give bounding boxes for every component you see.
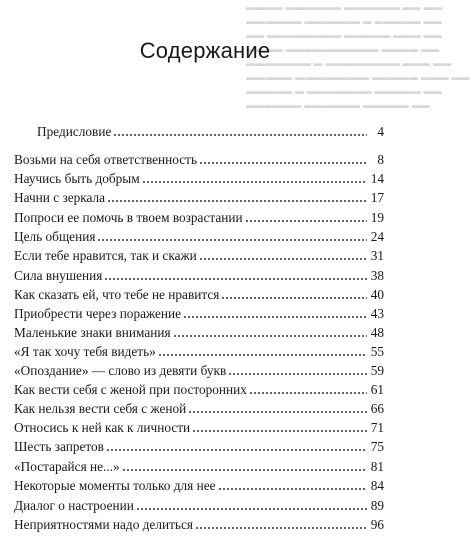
toc-entry-title: Относись к ней как к личности [14, 420, 191, 435]
toc-entry-title: Цель общения [14, 229, 96, 244]
toc-entry [14, 186, 384, 206]
toc-entry-title: Некоторые моменты только для нее [14, 478, 216, 493]
toc-entry [14, 416, 384, 436]
toc-entry-title: Если тебе нравится, так и скажи [14, 248, 197, 263]
toc-entry [14, 244, 384, 264]
toc-entry-page-number: 8 [377, 152, 384, 167]
toc-leader-dots [142, 174, 367, 184]
toc-entry-page-number: 66 [370, 401, 384, 416]
toc-leader-dots [188, 404, 367, 414]
toc-entry [14, 513, 384, 533]
toc-entry-page-number: 19 [370, 210, 384, 225]
toc-entry-page-number: 43 [370, 306, 384, 321]
toc-leader-dots [113, 127, 367, 137]
toc-entry [14, 340, 384, 360]
toc-entry [14, 302, 384, 322]
toc-entry [14, 494, 384, 514]
toc-entry-title: Сила внушения [14, 268, 103, 283]
toc-entry-title: Как нельзя вести себя с женой [14, 401, 187, 416]
toc-entry [14, 148, 384, 168]
toc-entry-page-number: 31 [370, 248, 384, 263]
toc-entry-page-number: 89 [370, 498, 384, 513]
toc-entry-title: Как сказать ей, что тебе не нравится [14, 287, 220, 302]
toc-entry-title: Шесть запретов [14, 439, 104, 454]
toc-entry [14, 435, 384, 455]
toc-entry-page-number: 61 [370, 382, 384, 397]
toc-leader-dots [218, 481, 368, 491]
toc-leader-dots [199, 155, 367, 165]
toc-entry [14, 283, 384, 303]
toc-entry-page-number: 48 [370, 325, 384, 340]
toc-entry [14, 321, 384, 341]
toc-leader-dots [192, 423, 367, 433]
toc-leader-dots [183, 309, 367, 319]
toc-entry [37, 120, 384, 140]
toc-leader-dots [136, 501, 367, 511]
toc-entry [14, 474, 384, 494]
toc-entry [14, 225, 384, 245]
toc-leader-dots [173, 328, 367, 338]
toc-entry-page-number: 96 [370, 517, 384, 532]
toc-leader-dots [249, 385, 367, 395]
toc-entry [14, 455, 384, 475]
toc-leader-dots [245, 213, 367, 223]
toc-leader-dots [122, 462, 367, 472]
toc-leader-dots [104, 271, 367, 281]
toc-entry [14, 264, 384, 284]
toc-entry-page-number: 40 [370, 287, 384, 302]
toc-leader-dots [158, 347, 367, 357]
toc-entry-page-number: 71 [370, 420, 384, 435]
toc-entry-title: Возьми на себя ответственность [14, 152, 198, 167]
toc-leader-dots [221, 290, 367, 300]
toc-entry-title: Диалог о настроении [14, 498, 134, 513]
toc-entry-title: «Я так хочу тебя видеть» [14, 344, 156, 359]
toc-entry [14, 378, 384, 398]
toc-entry-title: Как вести себя с женой при посторонних [14, 382, 247, 397]
toc-leader-dots [228, 366, 367, 376]
toc-leader-dots [195, 520, 367, 530]
toc-entry-page-number: 24 [370, 229, 384, 244]
toc-leader-dots [106, 442, 367, 452]
toc-entry-page-number: 38 [370, 268, 384, 283]
toc-entry-title: Предисловие [37, 124, 112, 139]
toc-entry-title: «Постарайся не...» [14, 459, 120, 474]
toc-entry [14, 167, 384, 187]
toc-entry-page-number: 75 [370, 439, 384, 454]
toc-entry-page-number: 4 [377, 124, 384, 139]
toc-entry-title: Маленькие знаки внимания [14, 325, 171, 340]
toc-entry-page-number: 14 [370, 171, 384, 186]
toc-entry [14, 206, 384, 226]
toc-leader-dots [199, 251, 367, 261]
toc-entry-title: Попроси ее помочь в твоем возрастании [14, 210, 243, 225]
toc-entry-page-number: 59 [370, 363, 384, 378]
toc-leader-dots [97, 232, 367, 242]
page-title: Содержание [139, 38, 271, 63]
toc-entry-page-number: 55 [370, 344, 384, 359]
show-through-text: ▬▬▬▬ ▬▬▬▬▬▬ ▬▬▬▬▬▬ ▬▬ ▬▬ ▬▬▬▬▬▬ ▬▬▬▬▬▬ ▬ ▬▬▬▬▬ ▬▬ ▬▬ ▬▬▬▬▬▬▬▬ ▬▬▬▬▬ ▬▬▬ ▬▬ ▬▬▬▬ ▬▬▬▬▬▬▬▬▬▬ ▬▬▬▬ ▬▬ ▬▬▬▬▬▬▬ ▬ ▬▬▬▬▬▬▬▬ ▬▬▬ ▬▬ ▬▬▬▬▬ ▬▬▬▬▬▬▬▬ ▬▬▬▬▬ ▬▬▬ ▬▬ ▬▬▬▬▬ ▬ ▬▬▬▬▬▬▬ ▬▬▬▬▬ ▬▬ ▬▬▬▬▬▬ ▬▬▬▬▬▬ ▬▬▬▬▬ ▬▬ [246, 2, 470, 110]
toc-entry-title: Приобрести через поражение [14, 306, 182, 321]
toc-entry-title: Начни с зеркала [14, 190, 106, 205]
toc-entry-page-number: 17 [370, 190, 384, 205]
toc-leader-dots [107, 193, 367, 203]
toc-entry [14, 397, 384, 417]
toc-entry [14, 359, 384, 379]
toc-entry-title: «Опоздание» — слово из девяти букв [14, 363, 227, 378]
toc-entry-page-number: 81 [370, 459, 384, 474]
toc-entry-title: Научись быть добрым [14, 171, 140, 186]
toc-entry-title: Неприятностями надо делиться [14, 517, 193, 532]
toc-entry-page-number: 84 [370, 478, 384, 493]
